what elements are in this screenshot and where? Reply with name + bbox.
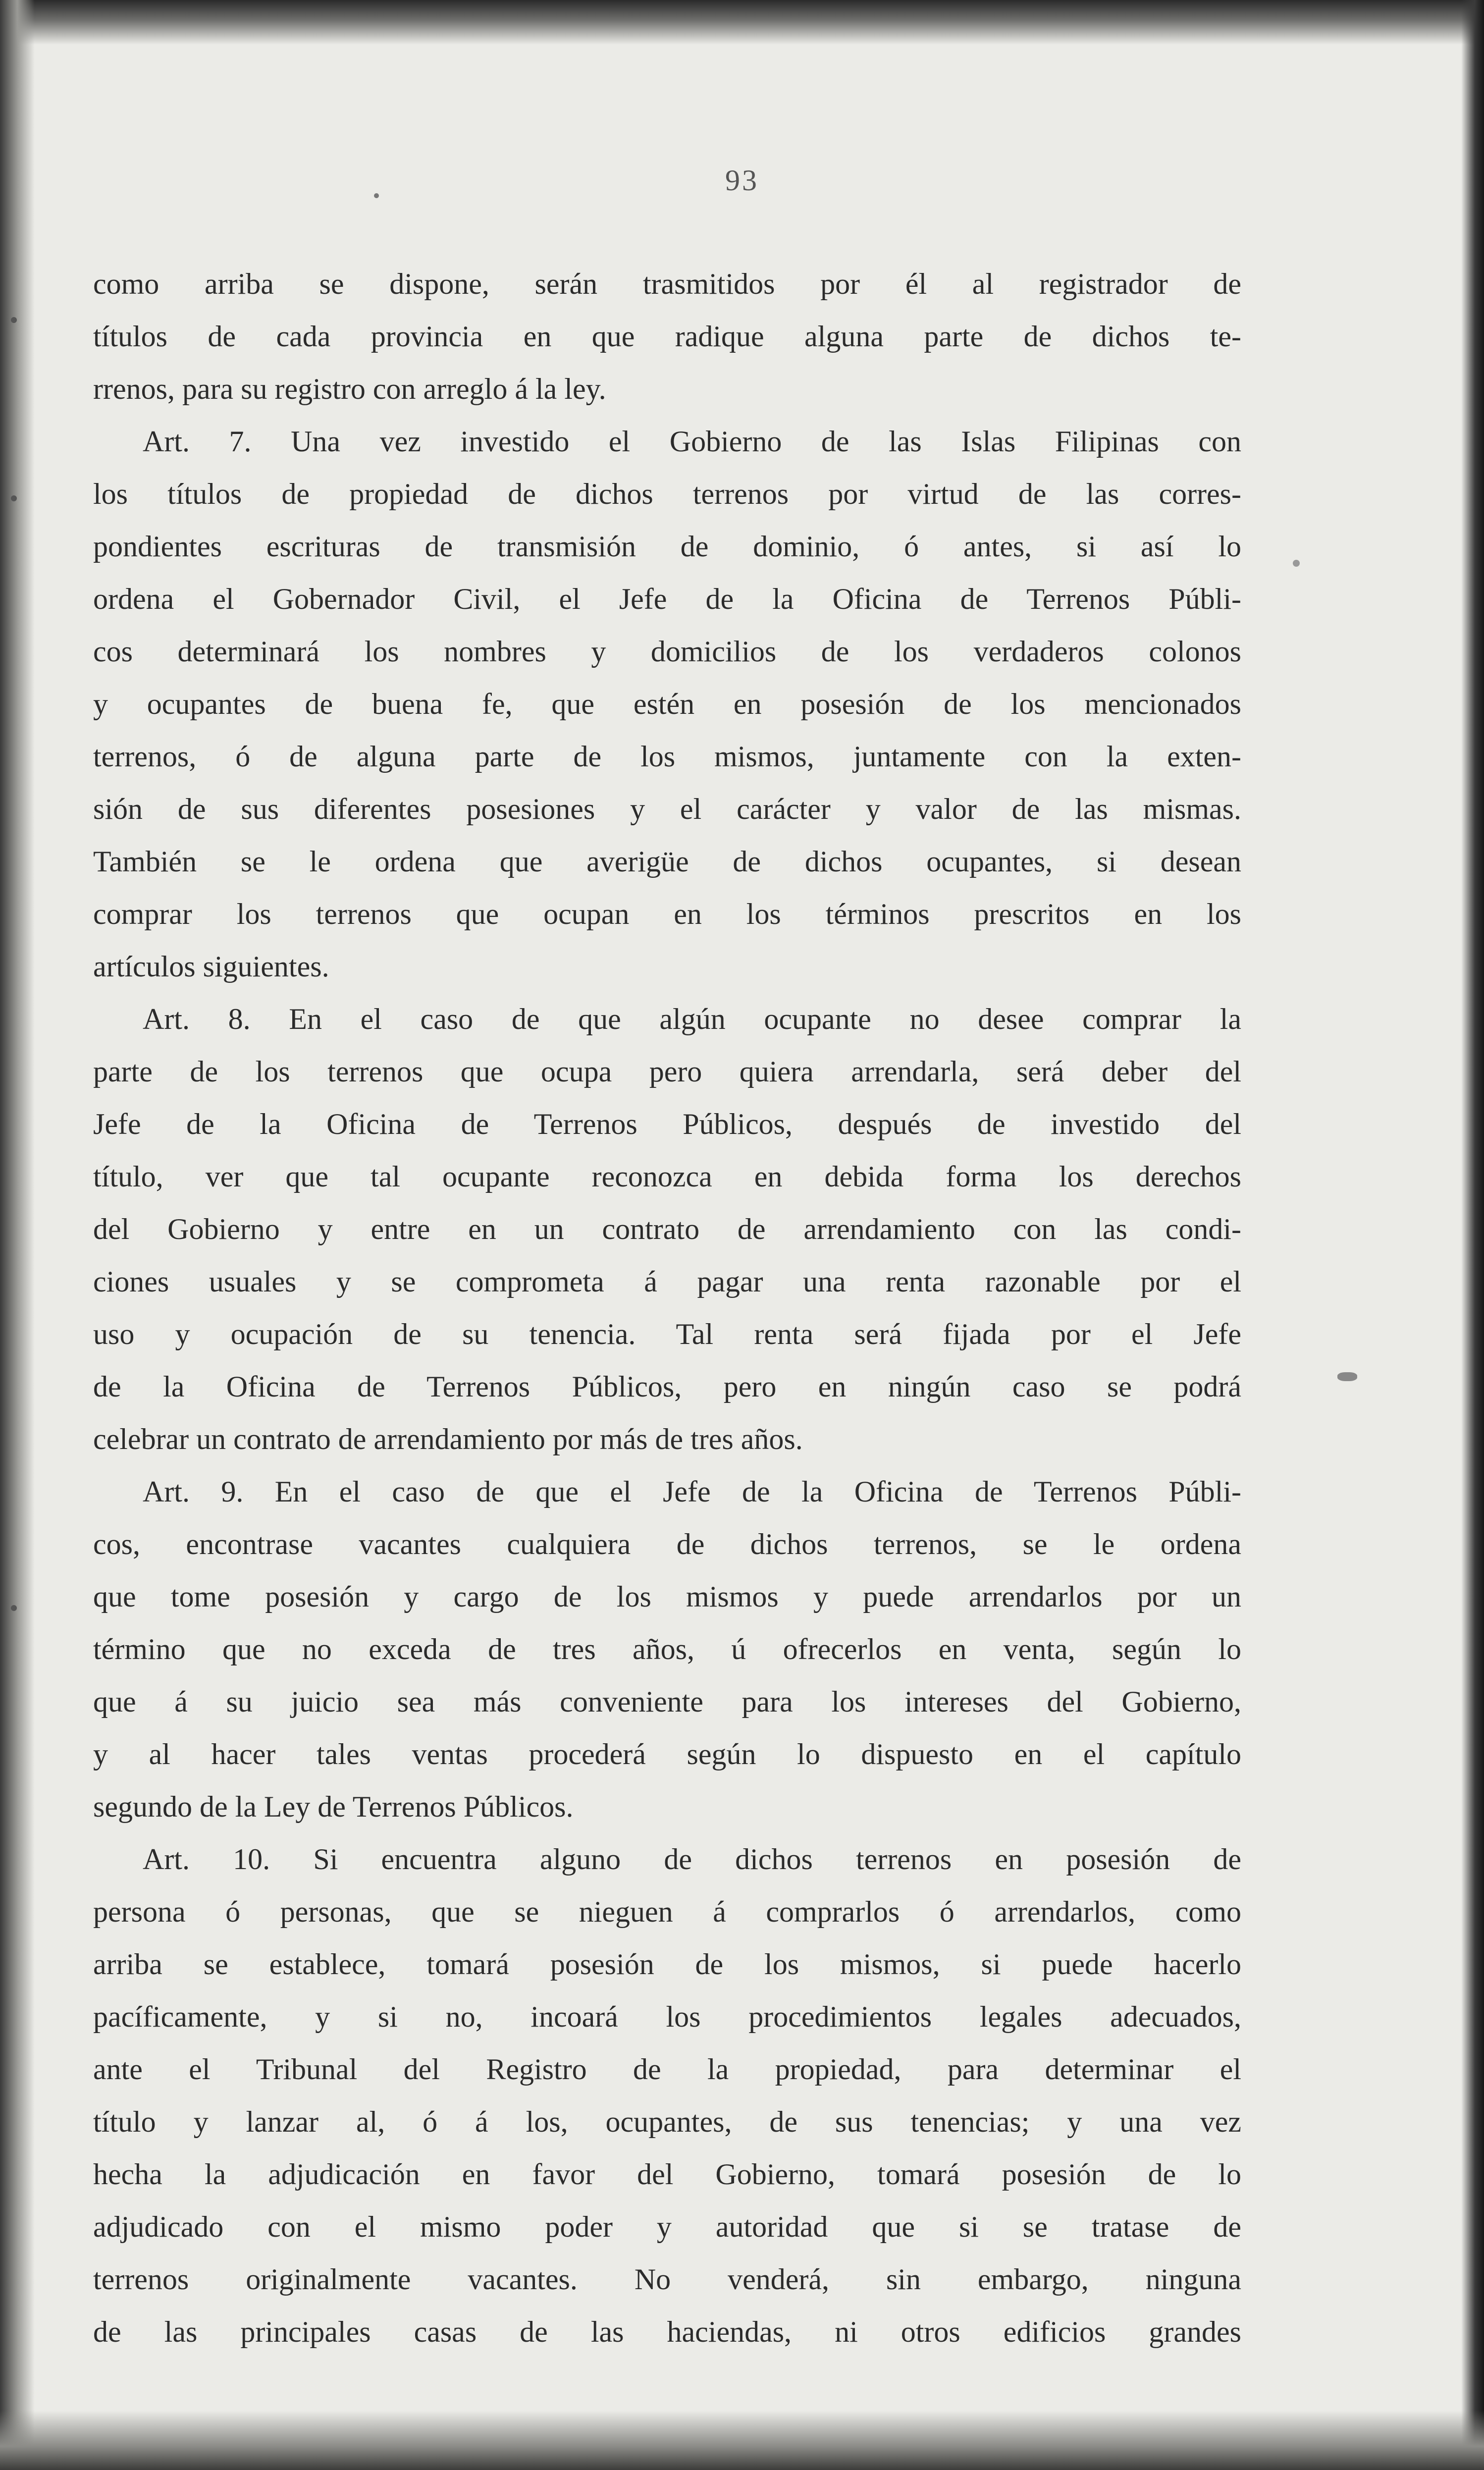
text-line: ordena el Gobernador Civil, el Jefe de la Oficina de Terrenos Públi- <box>93 583 1241 615</box>
article-8-start: Art. 8. En el caso de que algún ocupante no desee comprar la <box>143 1003 1241 1035</box>
scan-edge-bottom <box>0 2411 1484 2470</box>
scan-edge-top <box>0 0 1484 45</box>
article-10-start: Art. 10. Si encuentra alguno de dichos terrenos en posesión de <box>143 1843 1241 1876</box>
text-line: de la Oficina de Terrenos Públicos, pero en ningún caso se podrá <box>93 1370 1241 1403</box>
text-line: segundo de la Ley de Terrenos Públicos. <box>93 1790 574 1823</box>
text-line: pondientes escrituras de transmisión de dominio, ó antes, si así lo <box>93 530 1241 563</box>
text-line: pacíficamente, y si no, incoará los procedimientos legales adecuados, <box>93 2000 1241 2033</box>
text-line: como arriba se dispone, serán trasmitidos por él al registrador de <box>93 268 1241 300</box>
text-line: artículos siguientes. <box>93 950 329 983</box>
scan-speck <box>1293 560 1300 567</box>
text-line: comprar los terrenos que ocupan en los términos prescritos en los <box>93 898 1241 930</box>
text-line: de las principales casas de las haciendas, ni otros edificios grandes <box>93 2315 1241 2348</box>
scan-speck <box>11 495 17 501</box>
text-line: cos determinará los nombres y domicilios de los verdaderos colonos <box>93 635 1241 668</box>
text-line: También se le ordena que averigüe de dichos ocupantes, si desean <box>93 845 1241 878</box>
text-line: rrenos, para su registro con arreglo á la ley. <box>93 373 606 405</box>
text-line: persona ó personas, que se nieguen á comprarlos ó arrendarlos, como <box>93 1895 1241 1928</box>
text-line: títulos de cada provincia en que radique alguna parte de dichos te- <box>93 320 1241 353</box>
text-line: parte de los terrenos que ocupa pero quiera arrendarla, será deber del <box>93 1055 1241 1088</box>
text-line: término que no exceda de tres años, ú ofrecerlos en venta, según lo <box>93 1633 1241 1665</box>
text-line: ciones usuales y se comprometa á pagar una renta razonable por el <box>93 1265 1241 1298</box>
text-line: que á su juicio sea más conveniente para los intereses del Gobierno, <box>93 1685 1241 1718</box>
text-line: título y lanzar al, ó á los, ocupantes, de sus tenencias; y una vez <box>93 2105 1241 2138</box>
text-line: título, ver que tal ocupante reconozca en debida forma los derechos <box>93 1160 1241 1193</box>
body-text <box>93 258 1241 2358</box>
text-line: y al hacer tales ventas procederá según lo dispuesto en el capítulo <box>93 1738 1241 1771</box>
text-line: uso y ocupación de su tenencia. Tal renta será fijada por el Jefe <box>93 1318 1241 1350</box>
text-line: Jefe de la Oficina de Terrenos Públicos, después de investido del <box>93 1108 1241 1140</box>
text-line: terrenos originalmente vacantes. No venderá, sin embargo, ninguna <box>93 2263 1241 2296</box>
scan-edge-right <box>1461 0 1484 2470</box>
text-line: terrenos, ó de alguna parte de los mismos, juntamente con la exten- <box>93 740 1241 773</box>
scan-speck <box>11 1605 17 1611</box>
text-line: y ocupantes de buena fe, que estén en posesión de los mencionados <box>93 688 1241 720</box>
text-line: celebrar un contrato de arrendamiento por más de tres años. <box>93 1423 803 1455</box>
scan-speck <box>11 317 17 323</box>
text-line: del Gobierno y entre en un contrato de arrendamiento con las condi- <box>93 1213 1241 1245</box>
text-line: adjudicado con el mismo poder y autoridad que si se tratase de <box>93 2210 1241 2243</box>
text-line: sión de sus diferentes posesiones y el carácter y valor de las mismas. <box>93 793 1241 825</box>
scan-edge-left <box>0 0 35 2470</box>
page-number: 93 <box>725 164 759 197</box>
text-line: hecha la adjudicación en favor del Gobierno, tomará posesión de lo <box>93 2158 1241 2191</box>
article-9-start: Art. 9. En el caso de que el Jefe de la Oficina de Terrenos Públi- <box>143 1475 1241 1508</box>
text-line: que tome posesión y cargo de los mismos y puede arrendarlos por un <box>93 1580 1241 1613</box>
text-line: cos, encontrase vacantes cualquiera de dichos terrenos, se le ordena <box>93 1528 1241 1560</box>
text-line: los títulos de propiedad de dichos terrenos por virtud de las corres- <box>93 478 1241 510</box>
text-line: arriba se establece, tomará posesión de los mismos, si puede hacerlo <box>93 1948 1241 1981</box>
text-line: ante el Tribunal del Registro de la propiedad, para determinar el <box>93 2053 1241 2086</box>
article-7-start: Art. 7. Una vez investido el Gobierno de las Islas Filipinas con <box>143 425 1241 458</box>
scan-speck <box>1337 1372 1357 1381</box>
ink-dot <box>374 193 379 198</box>
